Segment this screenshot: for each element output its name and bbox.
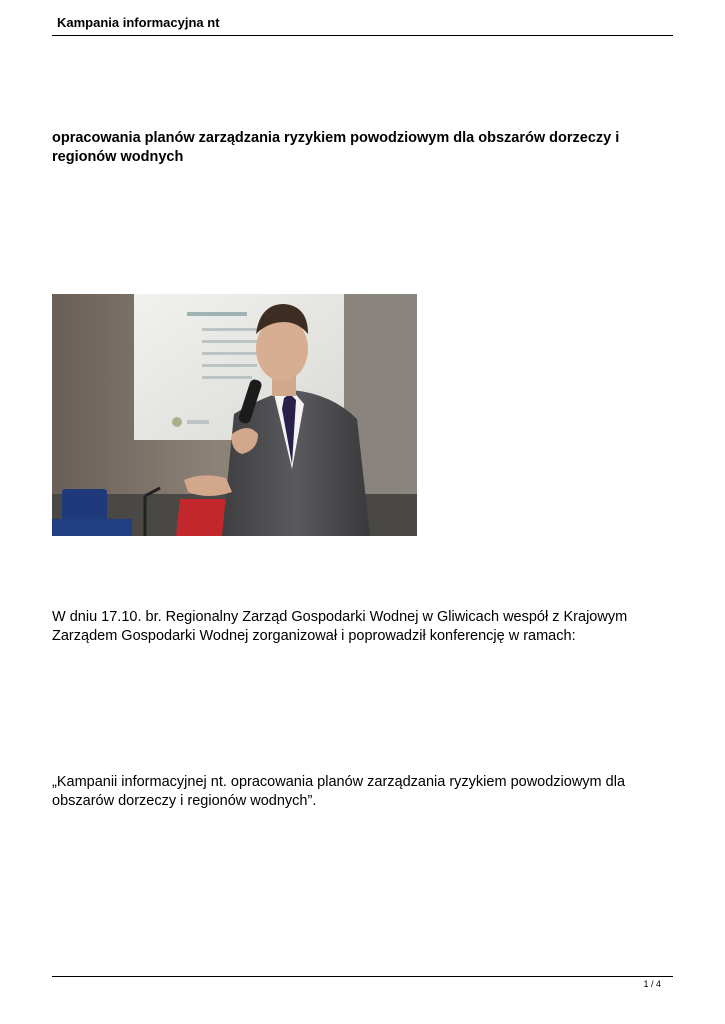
footer-divider <box>52 976 673 977</box>
article-heading: opracowania planów zarządzania ryzykiem powodziowym dla obszarów dorzeczy i regionów wodnych <box>52 130 620 165</box>
article-paragraph-1: W dniu 17.10. br. Regionalny Zarząd Gospodarki Wodnej w Gliwicach wespół z Krajowym Zarządem Gospodarki Wodnej zorganizował i poprowadził konferencję w ramach: <box>52 609 628 644</box>
header-divider <box>52 35 673 36</box>
page-number: 1 / 4 <box>643 979 661 989</box>
document-header-title: Kampania informacyjna nt <box>57 15 220 30</box>
speaker-photo <box>52 294 417 536</box>
article-paragraph-2: „Kampanii informacyjnej nt. opracowania planów zarządzania ryzykiem powodziowym dla obszarów dorzeczy i regionów wodnych”. <box>52 774 626 809</box>
